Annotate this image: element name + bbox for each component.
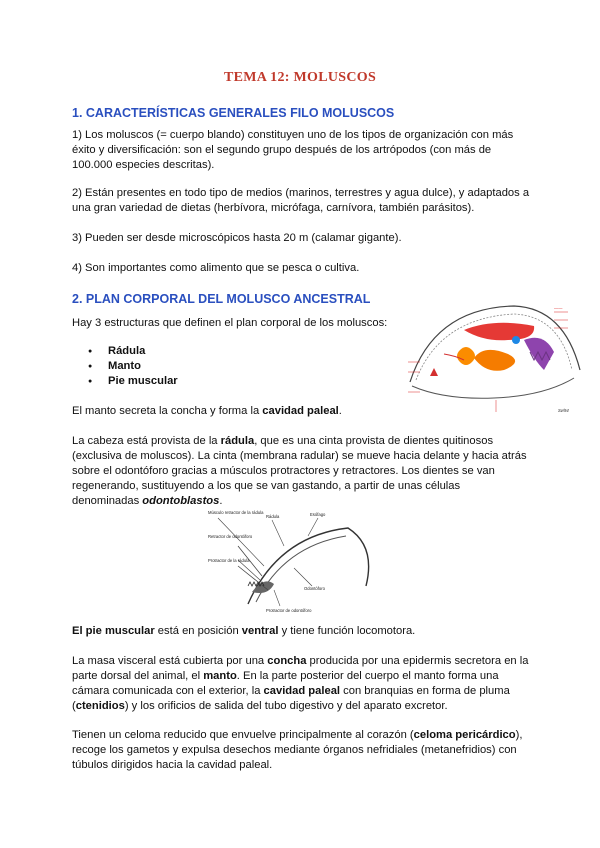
label-retractor-radula: Músculo retractor de la rádula	[208, 510, 264, 515]
figure-signature: Sv/94	[558, 408, 569, 413]
svg-text:——: ——	[554, 306, 563, 311]
paragraph-masa-visceral: La masa visceral está cubierta por una concha producida por una epidermis secretora en la parte dorsal del animal, el manto. En la parte posterior del cuerpo el manto forma una cámara comunicada con el exterior, la cavidad paleal con branquias en forma de pluma (ctenidios) y los orificios de salida del tubo digestivo y del aparato excretor.	[72, 655, 529, 712]
paragraph-1: 1) Los moluscos (= cuerpo blando) constituyen uno de los tipos de organización con más éxito y diversificación: son el segundo grupo después de los artrópodos (con más de 100.000 especies descritas).	[72, 129, 514, 171]
section-heading-1: 1. CARACTERÍSTICAS GENERALES FILO MOLUSCOS	[72, 106, 395, 120]
paragraph-4: 4) Son importantes como alimento que se pesca o cultiva.	[72, 262, 360, 274]
gonad-shape	[464, 323, 534, 340]
heart-shape	[512, 336, 520, 344]
paragraph-intro: Hay 3 estructuras que definen el plan corporal de los moluscos:	[72, 317, 388, 329]
odontophore-shape	[252, 581, 274, 593]
structure-list	[88, 344, 178, 389]
stomach-shape	[457, 347, 475, 365]
label-odontoforo: Odontóforo	[304, 586, 325, 591]
radula-marker	[430, 368, 438, 376]
list-item-radula: ● Rádula	[88, 344, 178, 359]
foot-outline	[412, 378, 574, 398]
radula-figure	[208, 506, 378, 618]
label-protractor-odontoforo: Protractor de odontóforo	[266, 608, 312, 613]
paragraph-2: 2) Están presentes en todo tipo de medios (marinos, terrestres y agua dulce), y adaptados a una gran variedad de dietas (herbívora, micrófaga, carnívora, también parásitos).	[72, 187, 530, 214]
buccal-outline	[248, 528, 369, 604]
label-protractor-radula: Protractor de la rádula	[208, 558, 250, 563]
paragraph-manto: El manto secreta la concha y forma la cavidad paleal.	[72, 405, 342, 417]
mollusc-anatomy-figure	[404, 300, 584, 418]
label-radula: Rádula	[266, 514, 280, 519]
list-item-manto: ● Manto	[88, 359, 178, 374]
list-item-pie: ● Pie muscular	[88, 374, 178, 389]
paragraph-3: 3) Pueden ser desde microscópicos hasta 20 m (calamar gigante).	[72, 232, 402, 244]
paragraph-pie: El pie muscular está en posición ventral y tiene función locomotora.	[72, 625, 416, 637]
digestive-gland-shape	[474, 350, 515, 371]
label-esofago: Esófago	[310, 512, 326, 517]
page-title: TEMA 12: MOLUSCOS	[223, 70, 377, 85]
section-heading-2: 2. PLAN CORPORAL DEL MOLUSCO ANCESTRAL	[72, 292, 371, 306]
label-retractor-odontoforo: Retractor de odontóforo	[208, 534, 253, 539]
paragraph-celoma: Tienen un celoma reducido que envuelve principalmente al corazón (celoma pericárdico), recoge los gametos y expulsa desechos mediante órganos nefridiales (metanefridios) con túbulos dirigidos hacia la cavidad paleal.	[72, 729, 523, 771]
paragraph-cabeza: La cabeza está provista de la rádula, que es una cinta provista de dientes quitinosos (exclusiva de moluscos). La cinta (membrana radular) se mueve hacia delante y hacia atrás sobre el odontóforo gracias a músculos protractores y retractores. Los dientes se van regenerando, sustituyendo a los que se van gastando, a partir de unas células denominadas odontoblastos.	[72, 435, 527, 507]
